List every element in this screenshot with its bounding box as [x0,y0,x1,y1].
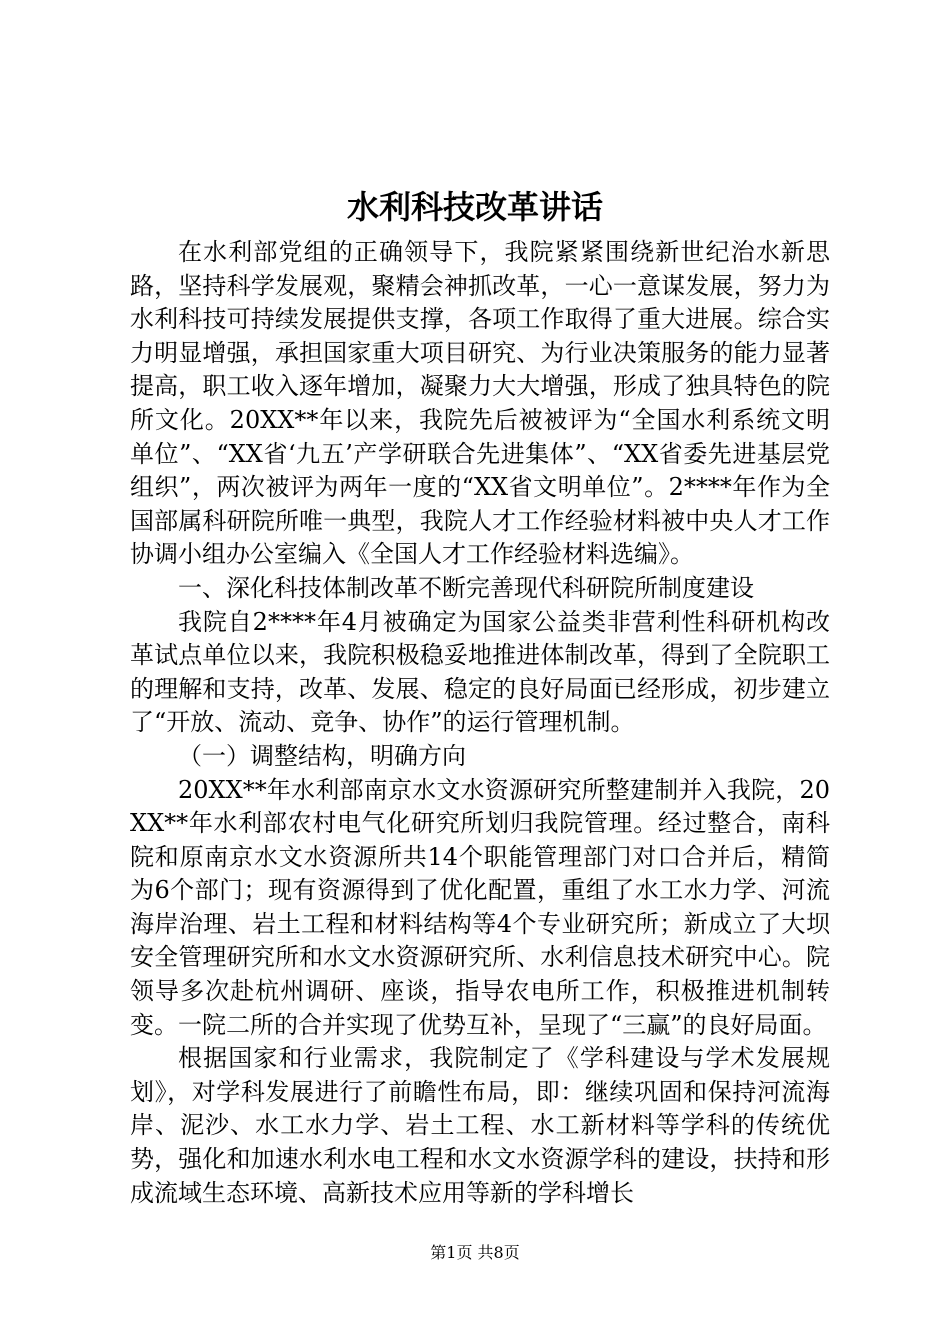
page-footer: 第1页 共8页 [430,1243,520,1262]
section-heading-1: 一、深化科技体制改革不断完善现代科研院所制度建设 [178,573,754,602]
intro-paragraph: 在水利部党组的正确领导下，我院紧紧围绕新世纪治水新思路，坚持科学发展观，聚精会神抓改革，一心一意谋发展，努力为水利科技可持续发展提供支撑，各项工作取得了重大进展。综合实力明显增强，承担国家重大项目研究、为行业决策服务的能力显著提高，职工收入逐年增加，凝聚力大大增强，形成了独具特色的院所文化。20XX**年以来，我院先后被被评为“全国水利系统文明单位”、“XX省‘九五’产学研联合先进集体”、“XX省委先进基层党组织”，两次被评为两年一度的“XX省文明单位”。2****年作为全国部属科研院所唯一典型，我院人才工作经验材料被中央人才工作协调小组办公室编入《全国人才工作经验材料选编》。 [130,238,830,569]
body-paragraph: 根据国家和行业需求，我院制定了《学科建设与学术发展规划》，对学科发展进行了前瞻性布局，即：继续巩固和保持河流海岸、泥沙、水工水力学、岩土工程、水工新材料等学科的传统优势，强化和加速水利水电工程和水文水资源学科的建设，扶持和形成流域生态环境、高新技术应用等新的学科增长 [130,1044,830,1207]
body-paragraph: 我院自2****年4月被确定为国家公益类非营利性科研机构改革试点单位以来，我院积极稳妥地推进体制改革，得到了全院职工的理解和支持，改革、发展、稳定的良好局面已经形成，初步建立了“开放、流动、竞争、协作”的运行管理机制。 [130,607,830,737]
body-paragraph: 20XX**年水利部南京水文水资源研究所整建制并入我院，20XX**年水利部农村电气化研究所划归我院管理。经过整合，南科院和原南京水文水资源所共14个职能管理部门对口合并后，精简为6个部门；现有资源得到了优化配置，重组了水工水力学、河流海岸治理、岩土工程和材料结构等4个专业研究所；新成立了大坝安全管理研究所和水文水资源研究所、水利信息技术研究中心。院领导多次赴杭州调研、座谈，指导农电所工作，积极推进机制转变。一院二所的合并实现了优势互补，呈现了“三赢”的良好局面。 [130,775,830,1039]
document-body [130,236,830,1210]
document-title: 水利科技改革讲话 [346,188,603,226]
subsection-heading-1: （一）调整结构，明确方向 [178,741,466,770]
